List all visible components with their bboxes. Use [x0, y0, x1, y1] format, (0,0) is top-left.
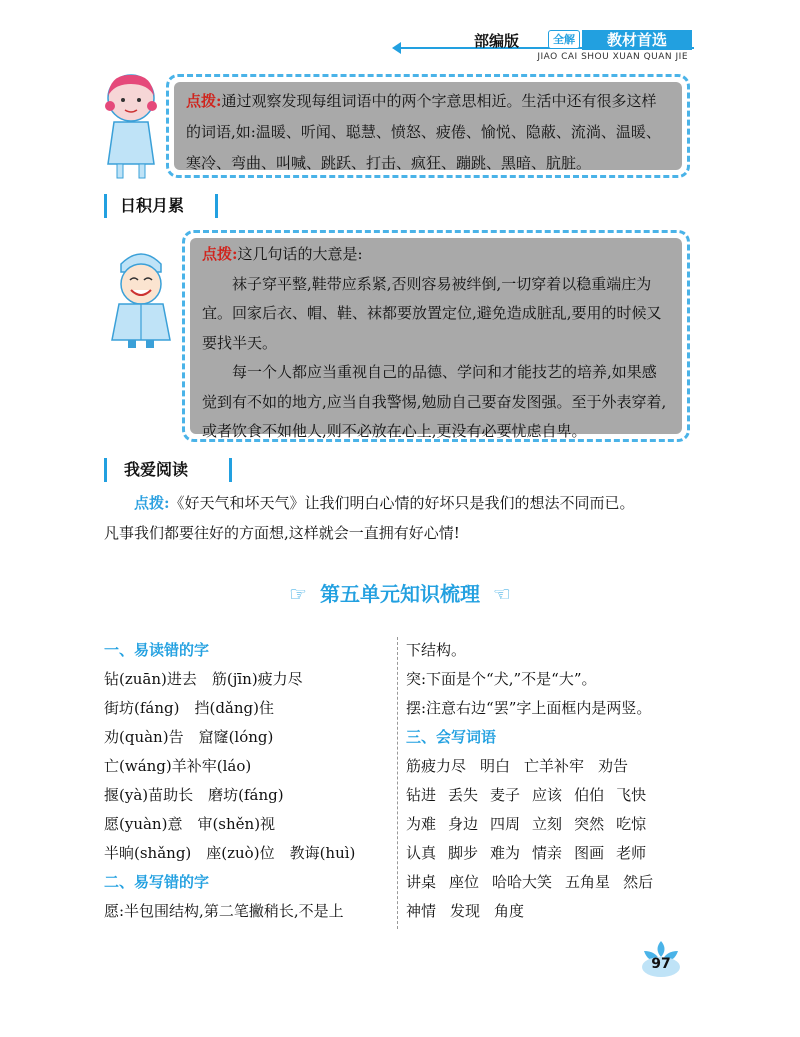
hint-intro: 这几句话的大意是:: [237, 245, 363, 263]
header-edition: 部编版: [474, 32, 520, 50]
right-column: [406, 636, 696, 926]
word: 难为: [490, 844, 521, 862]
word: 情亲: [532, 844, 563, 862]
section-heading-misread: 一、易读错的字: [104, 641, 210, 659]
word: 图画: [574, 844, 605, 862]
cartoon-girl-icon: [100, 72, 162, 184]
cartoon-scholar-icon: [104, 246, 178, 350]
misread-line: 半晌(shǎng) 座(zuò)位 教诲(huì): [104, 844, 356, 862]
section-title: 我爱阅读: [124, 460, 189, 479]
word: 亡羊补牢: [524, 757, 585, 775]
section-header-reading: [104, 456, 234, 484]
misread-line: 亡(wáng)羊补牢(láo): [104, 757, 252, 775]
header-pinyin: JIAO CAI SHOU XUAN QUAN JIE: [537, 52, 688, 62]
word: 身边: [448, 815, 479, 833]
miswrite-line: 摆:注意右边“罢”字上面框内是两竖。: [406, 699, 652, 717]
word-row: [406, 781, 696, 810]
word: 应该: [532, 786, 563, 804]
word: 吃惊: [616, 815, 647, 833]
hint-paragraph: 每一个人都应当重视自己的品德、学问和才能技艺的培养,如果感觉到有不如的地方,应当自我警惕,勉励自己要奋发图强。至于外表穿着,或者饮食不如他人,则不必放在心上,更没有必要忧虑自卑。: [202, 363, 667, 440]
miswrite-line: 下结构。: [406, 641, 467, 659]
word: 四周: [490, 815, 521, 833]
hint-tag: 点拨:: [202, 245, 238, 263]
word: 劝告: [598, 757, 629, 775]
word: 飞快: [616, 786, 647, 804]
miswrite-line: 突:下面是个“犬,”不是“大”。: [406, 670, 597, 688]
word-row: [406, 868, 696, 897]
pointing-hand-left-icon: ☜: [492, 582, 511, 606]
left-column: [104, 636, 394, 926]
word: 认真: [406, 844, 437, 862]
word: 为难: [406, 815, 437, 833]
word: 突然: [574, 815, 605, 833]
misread-line: 钻(zuān)进去 筋(jīn)疲力尽: [104, 670, 303, 688]
word: 脚步: [448, 844, 479, 862]
hint-tag: 点拨:: [186, 92, 222, 110]
hint-box-words: [166, 74, 690, 178]
word: 角度: [494, 902, 525, 920]
word: 老师: [616, 844, 647, 862]
hint-text: 通过观察发现每组词语中的两个字意思相近。生活中还有很多这样的词语,如:温暖、听闻、聪慧、愤怒、疲倦、愉悦、隐蔽、流淌、温暖、寒冷、弯曲、叫喊、跳跃、打击、疯狂、蹦跳、黑暗、肮脏。: [186, 92, 661, 172]
header-book-title: 教材首选: [582, 30, 692, 50]
word-row: [406, 752, 696, 781]
word: 明白: [480, 757, 511, 775]
misread-line: 愿(yuàn)意 审(shěn)视: [104, 815, 276, 833]
miswrite-line: 愿:半包围结构,第二笔撇稍长,不是上: [104, 902, 344, 920]
word: 座位: [449, 873, 480, 891]
word: 筋疲力尽: [406, 757, 467, 775]
page-number: 97: [651, 956, 671, 972]
word: 钻进: [406, 786, 437, 804]
word: 丢失: [448, 786, 479, 804]
word-row: [406, 839, 696, 868]
reading-tag: 点拨:: [134, 494, 170, 512]
word: 然后: [623, 873, 654, 891]
pointing-hand-right-icon: ☞: [289, 582, 308, 606]
hint-box-meaning: [182, 230, 690, 442]
section-heading-miswrite: 二、易写错的字: [104, 873, 210, 891]
word-row: [406, 897, 696, 926]
word: 发现: [450, 902, 481, 920]
section-header-daily: [104, 192, 224, 220]
misread-line: 街坊(fáng) 挡(dǎng)住: [104, 699, 274, 717]
word: 麦子: [490, 786, 521, 804]
word-row: [406, 810, 696, 839]
misread-line: 劝(quàn)告 窟窿(lóng): [104, 728, 274, 746]
word: 讲桌: [406, 873, 437, 891]
word: 五角星: [565, 873, 611, 891]
misread-line: 揠(yà)苗助长 磨坊(fáng): [104, 786, 284, 804]
word: 神情: [406, 902, 437, 920]
reading-text-1: 《好天气和坏天气》让我们明白心情的好坏只是我们的想法不同而已。: [169, 494, 635, 512]
header-logo: 全解: [548, 30, 580, 49]
column-divider: [397, 637, 398, 929]
section-title: 日积月累: [120, 196, 185, 215]
word: 哈哈大笑: [492, 873, 553, 891]
word: 伯伯: [574, 786, 605, 804]
section-heading-words: 三、会写词语: [406, 728, 497, 746]
reading-hint: [104, 488, 704, 548]
summary-title-text: 第五单元知识梳理: [320, 582, 480, 606]
hint-paragraph: 袜子穿平整,鞋带应系紧,否则容易被绊倒,一切穿着以稳重端庄为宜。回家后衣、帽、鞋、袜都要放置定位,避免造成脏乱,要用的时候又要找半天。: [202, 274, 662, 352]
word: 立刻: [532, 815, 563, 833]
reading-line: [104, 488, 704, 518]
reading-text-2: 凡事我们都要往好的方面想,这样就会一直拥有好心情!: [104, 524, 460, 542]
unit-summary-title: [0, 578, 800, 607]
